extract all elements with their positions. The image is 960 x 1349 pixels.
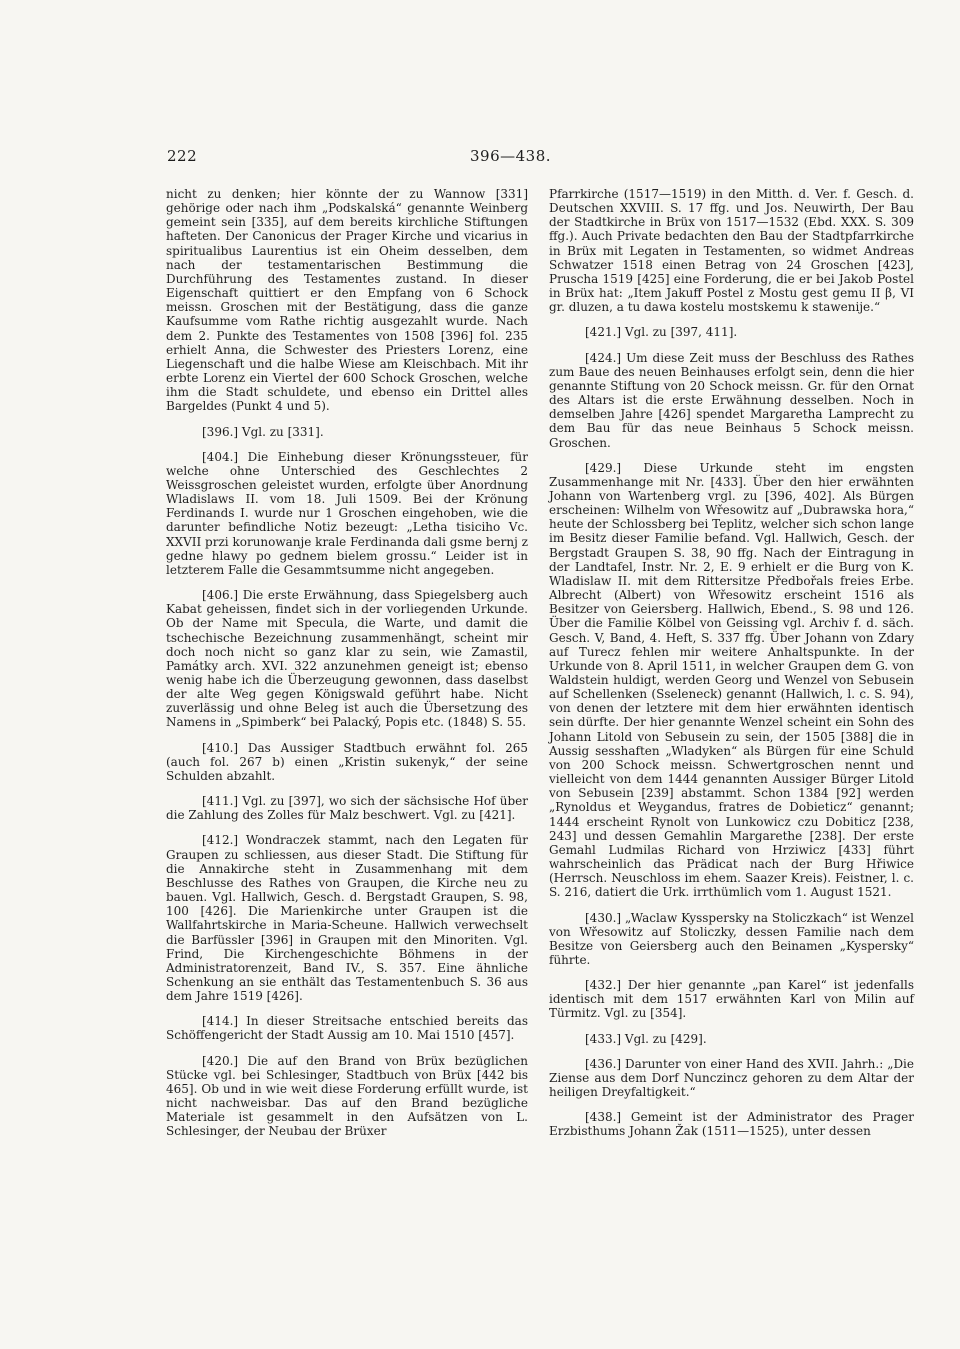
note-396: [396.] Vgl. zu [331]. — [202, 424, 324, 439]
note-410: [410.] Das Aussiger Stadtbuch erwähnt fol. 265 (auch fol. 267 b) einen „Kristin sukenyk,“ der seine Schulden abzahlt. — [166, 740, 528, 783]
note-420: [420.] Die auf den Brand von Brüx bezüglichen Stücke vgl. bei Schlesinger, Stadtbuch von Brüx [442 bis 465]. Ob und in wie weit diese Forderung erfüllt wurde, ist nicht nachweisbar. Das auf den Brand bezügliche Materiale ist gesammelt in den Aufsätzen von L. Schlesinger, der Neubau der Brüxer — [166, 1053, 528, 1139]
paragraph-continuation: nicht zu denken; hier könnte der zu Wannow [331] gehörige oder nach ihm „Podskalská“ genannte Weinberg gemeint sein [335], auf dem bereits kirchliche Stiftungen hafteten. Der Canonicus der Prager Kirche und vicarius in spiritualibus Laurentius ist ein Oheim desselben, dem nach der testamentarischen Bestimmung die Durchführung des Testamentes zustand. In dieser Eigenschaft quittiert er den Empfang von 6 Schock meissn. Groschen mit der Bestätigung, dass die ganze Kaufsumme vom Rathe richtig ausgezahlt wurde. Nach dem 2. Punkte des Testamentes von 1508 [396] fol. 235 erhielt Anna, die Schwester des Priesters Lorenz, eine Liegenschaft und die halbe Wiese am Kleischbach. Mit ihr erbte Lorenz ein Viertel der 600 Schock Groschen, welche ihm die Stadt schuldete, und ebenso ein Drittel alles Bargeldes (Punkt 4 und 5). — [166, 187, 528, 414]
note-424: [424.] Um diese Zeit muss der Beschluss des Rathes zum Baue des neuen Beinhauses erfolgt sein, denn die hier genannte Stiftung von 20 Schock meissn. Gr. für den Ornat des Altars ist die erste Erwähnung desselben. Noch in demselben Jahre [426] spendet Margaretha Lamprecht zu dem Bau für das neue Beinhaus 5 Schock meissn. Groschen. — [549, 350, 914, 450]
note-421: [421.] Vgl. zu [397, 411]. — [585, 325, 738, 340]
note-438: [438.] Gemeint ist der Administrator des Prager Erzbisthums Johann Žak (1511—1525), unter dessen — [549, 1110, 914, 1139]
note-430: [430.] „Waclaw Kysspersky na Stoliczkach“ ist Wenzel von Wřesowitz auf Stoliczky, dessen Familie nach dem Besitze von Geiersberg auch den Beinamen „Kyspersky“ führte. — [549, 910, 914, 967]
note-411: [411.] Vgl. zu [397], wo sich der sächsische Hof über die Zahlung des Zolles für Malz beschwert. Vgl. zu [421]. — [166, 794, 528, 823]
note-412: [412.] Wondraczek stammt, nach den Legaten für Graupen zu schliessen, aus dieser Stadt. Die Stiftung für die Annakirche steht in Zusammenhang mit dem Beschlusse des Rathes von Graupen, die Kirche neu zu bauen. Vgl. Hallwich, Gesch. d. Bergstadt Graupen, S. 98, 100 [426]. Die Marienkirche unter Graupen ist die Wallfahrtskirche in Maria-Scheune. Hallwich verwechselt die Barfüssler [396] in Graupen mit den Minoriten. Vgl. Frind, Die Kirchengeschichte Böhmens in der Administratorenzeit, Band IV., S. 357. Eine ähnliche Schenkung an sie enthält das Testamentenbuch S. 36 aus dem Jahre 1519 [426]. — [166, 833, 528, 1004]
right-column — [549, 187, 914, 1139]
note-436: [436.] Darunter von einer Hand des XVII. Jahrh.: „Die Ziense aus dem Dorf Nunczincz gehoren zu dem Altar der heiligen Dreyfaltigkeit.“ — [549, 1056, 914, 1100]
left-column — [166, 187, 528, 1139]
note-429: [429.] Diese Urkunde steht im engsten Zusammenhange mit Nr. [433]. Über den hier erwähnten Johann von Wartenberg vrgl. zu [396, 402]. Als Bürgen erscheinen: Wilhelm von Wřesowitz auf „Dubrawska hora,“ heute der Schlossberg bei Teplitz, welcher sich schon lange im Besitz dieser Familie befand. Vgl. Hallwich, Gesch. der Bergstadt Graupen S. 38, 90 ffg. Nach der Eintragung in der Landtafel, Instr. Nr. 2, E. 9 erhielt er die Burg von K. Wladislaw II. mit dem Rittersitze Předbořals freies Erbe. Albrecht (Albert) von Wřesowitz erscheint 1516 als Besitzer von Geiersberg. Hallwich, Ebend., S. 98 und 126. Über die Familie Kölbel von Geissing vgl. Archiv f. d. säch. Gesch. V, Band, 4. Heft, S. 337 ffg. Über Johann von Zdary auf Turecz fehlen mir weitere Anhaltspunkte. In der Urkunde von 8. April 1511, in welcher Graupen dem G. von Waldstein huldigt, werden Georg und Wenzel von Sebusein auf Schellenken (Sseleneck) genannt (Hallwich, l. c. S. 94), von denen der letztere mit dem hier erwähnten identisch sein dürfte. Der hier genannte Wenzel scheint ein Sohn des Johann Litold von Sebusein zu sein, der 1505 [388] die in Aussig sesshaften „Wladyken“ als Bürgen für eine Schuld von 200 Schock meissn. Schwertgroschen nennt und vielleicht von dem 1444 genannten Aussiger Bürger Litold von Sebusein [239] abstammt. Schon 1384 [92] werden „Rynoldus et Weygandus, fratres de Dobieticz“ genannt; 1444 erscheint Rynolt von Lunkowicz czu Dobiticz [238, 243] und dessen Gemahlin Margarethe [238]. Der erste Gemahl Ludmilas Richard von Hrziwicz [433] führt wahrscheinlich das Prädicat nach der Burg Hřiwice (Herrsch. Neuschloss im ehem. Saazer Kreis). Feistner, l. c. S. 216, datiert die Urk. irrthümlich vom 1. August 1521. — [549, 460, 914, 900]
note-406: [406.] Die erste Erwähnung, dass Spiegelsberg auch Kabat geheissen, findet sich in der vorliegenden Urkunde. Ob der Name mit Specula, die Warte, und damit die tschechische Bezeichnung zusammenhängt, scheint mir doch noch nicht so ganz klar zu sein, wie Zamastil, Památky arch. XVI. 322 anzunehmen geneigt ist; ebenso wenig habe ich die Überzeugung gewonnen, dass daselbst der alte Weg gegen Königswald geführt habe. Nicht zuverlässig und ohne Beleg ist auch die Übersetzung des Namens in „Spimberk“ bei Palacký, Popis etc. (1848) S. 55. — [166, 588, 528, 730]
note-433: [433.] Vgl. zu [429]. — [585, 1031, 707, 1046]
note-404: [404.] Die Einhebung dieser Krönungssteuer, für welche ohne Unterschied des Geschlechtes 2 Weissgroschen geleistet wurden, erfolgte über Anordnung Wladislaws II. vom 18. Juli 1509. Bei der Krönung Ferdinands I. wurde nur 1 Groschen eingehoben, wie die darunter befindliche Notiz bezeugt: „Letha tisiciho Vc. XXVII przi korunowanje krale Ferdinanda dali gsme bernj z gedne hlawy po gednem bielem grossu.“ Leider ist in letzterem Falle die Gesammtsumme nicht angegeben. — [166, 449, 528, 577]
paragraph-continuation: Pfarrkirche (1517—1519) in den Mitth. d. Ver. f. Gesch. d. Deutschen XXVIII. S. 17 ffg. und Jos. Neuwirth, Der Bau der Stadtkirche in Brüx von 1517—1532 (Ebd. XXX. S. 309 ffg.). Auch Private bedachten den Bau der Stadtpfarrkirche in Brüx mit Legaten in Testamenten, so widmet Andreas Schwatzer 1518 einen Betrag von 24 Groschen [423], Pruscha 1519 [425] eine Forderung, die er bei Jakob Postel in Brüx hat: „Item Jakuff Postel z Mostu gest gemu II β, VI gr. dluzen, a tu dawa kostelu mostskemu k stawenije.“ — [549, 187, 914, 315]
page-number: 222 — [167, 147, 198, 165]
running-head: 396—438. — [470, 147, 552, 165]
note-414: [414.] In dieser Streitsache entschied bereits das Schöffengericht der Stadt Aussig am 10. Mai 1510 [457]. — [166, 1014, 528, 1043]
note-432: [432.] Der hier genannte „pan Karel“ ist jedenfalls identisch mit dem 1517 erwähnten Karl von Milin auf Türmitz. Vgl. zu [354]. — [549, 978, 914, 1021]
